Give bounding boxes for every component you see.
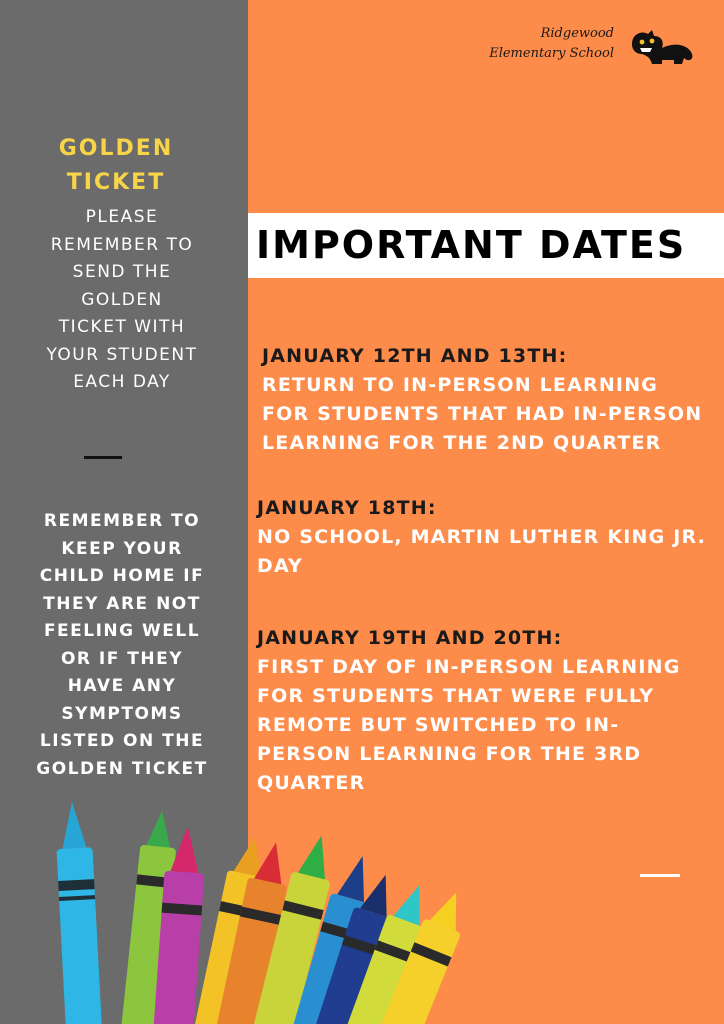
event-item — [257, 494, 721, 581]
text-line: GOLDEN — [81, 289, 163, 310]
school-name-line2: Elementary School — [489, 46, 614, 61]
event-date: JANUARY 18TH: — [257, 497, 437, 519]
text-line: REMEMBER TO — [50, 234, 194, 255]
event-date: JANUARY 12TH AND 13TH: — [262, 345, 568, 367]
event-line: LEARNING FOR THE 2ND QUARTER — [262, 432, 662, 454]
event-line: FOR STUDENTS THAT WERE FULLY — [257, 685, 655, 707]
text-line: THEY ARE NOT — [43, 593, 201, 614]
divider — [640, 874, 680, 877]
text-line: YOUR STUDENT — [46, 344, 198, 365]
text-line: SEND THE — [72, 262, 172, 282]
crayons-illustration — [40, 796, 460, 1024]
golden-title-line2: TICKET — [66, 170, 166, 195]
event-line: REMOTE BUT SWITCHED TO IN- — [257, 714, 620, 736]
page-title: IMPORTANT DATES — [256, 223, 687, 267]
text-line: GOLDEN TICKET — [36, 758, 208, 779]
text-line: PLEASE — [85, 207, 159, 227]
school-name — [489, 24, 614, 64]
event-line: FIRST DAY OF IN-PERSON LEARNING — [257, 656, 681, 678]
panther-mascot-icon — [628, 26, 698, 70]
text-line: SYMPTOMS — [61, 703, 183, 724]
golden-ticket-reminder — [0, 204, 244, 397]
event-line: FOR STUDENTS THAT HAD IN-PERSON — [262, 403, 703, 425]
golden-title-line1: GOLDEN — [58, 136, 174, 161]
text-line: HAVE ANY — [67, 676, 177, 696]
event-item — [257, 624, 721, 798]
event-line: QUARTER — [257, 772, 366, 794]
golden-ticket-title — [0, 132, 232, 200]
divider — [84, 456, 122, 459]
crayon-blue-light — [54, 801, 102, 1024]
text-line: CHILD HOME IF — [39, 566, 205, 586]
text-line: REMEMBER TO — [43, 511, 201, 531]
event-line: RETURN TO IN-PERSON LEARNING — [262, 374, 659, 396]
school-name-line1: Ridgewood — [540, 26, 614, 41]
text-line: EACH DAY — [73, 372, 171, 392]
stay-home-reminder — [0, 508, 244, 783]
event-line: NO SCHOOL, MARTIN LUTHER KING JR. — [257, 526, 707, 548]
text-line: FEELING WELL — [43, 621, 201, 641]
event-line: PERSON LEARNING FOR THE 3RD — [257, 743, 642, 765]
event-line: DAY — [257, 555, 304, 577]
event-item — [262, 342, 724, 458]
text-line: KEEP YOUR — [61, 538, 183, 559]
event-date: JANUARY 19TH AND 20TH: — [257, 627, 563, 649]
text-line: LISTED ON THE — [39, 731, 205, 751]
text-line: OR IF THEY — [60, 648, 184, 669]
text-line: TICKET WITH — [58, 317, 186, 337]
